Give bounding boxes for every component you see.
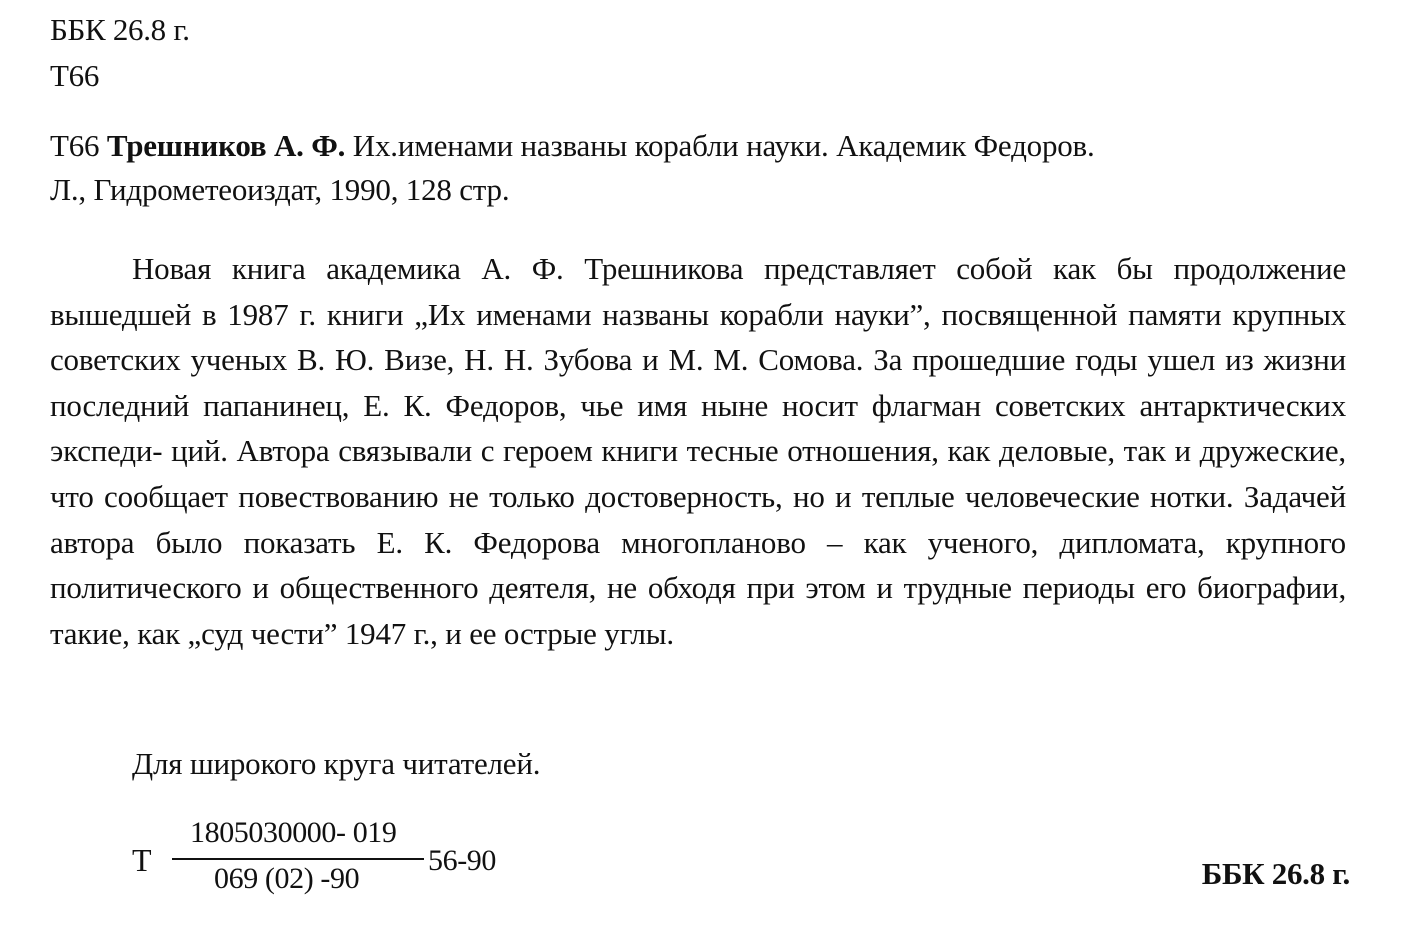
index-suffix: 56-90 (428, 844, 496, 877)
biblio-imprint: Л., Гидрометеоиздат, 1990, 128 стр. (50, 172, 510, 207)
author-code-top: Т66 (50, 58, 100, 93)
biblio-line-1 (50, 124, 1346, 168)
fraction-divider (172, 858, 424, 860)
index-letter: Т (132, 842, 152, 878)
publication-index (132, 814, 552, 904)
biblio-code: Т66 (50, 128, 100, 163)
index-numerator: 1805030000- 019 (190, 816, 397, 849)
bbk-classification-bottom: ББК 26.8 г. (1201, 856, 1350, 891)
bbk-classification-top: ББК 26.8 г. (50, 12, 190, 47)
index-denominator: 069 (02) -90 (214, 862, 360, 895)
biblio-title: Их.именами названы корабли науки. Академик Федоров. (352, 128, 1095, 163)
bibliographic-record (50, 124, 1346, 212)
biblio-author: Трешников А. Ф. (106, 128, 346, 163)
abstract-paragraph: Новая книга академика А. Ф. Трешникова представляет собой как бы продолжение вышедшей в 1987 г. книги „Их именами названы корабли науки”, посвященной памяти крупных советских ученых В. Ю. Визе, Н. Н. Зубова и М. М. Сомова. За прошедшие годы ушел из жизни последний папанинец, Е. К. Федоров, чье имя ныне носит флагман советских антарктических экспеди- ций. Автора связывали с героем книги тесные отношения, как деловые, так и дружеские, что сообщает повествованию не только достоверность, но и теплые человеческие нотки. Задачей автора было показать Е. К. Федорова многопланово – как ученого, дипломата, крупного политического и общественного деятеля, не обходя при этом и трудные периоды его биографии, такие, как „суд чести” 1947 г., и ее острые углы. (50, 251, 1346, 651)
audience-note: Для широкого круга читателей. (132, 746, 541, 781)
